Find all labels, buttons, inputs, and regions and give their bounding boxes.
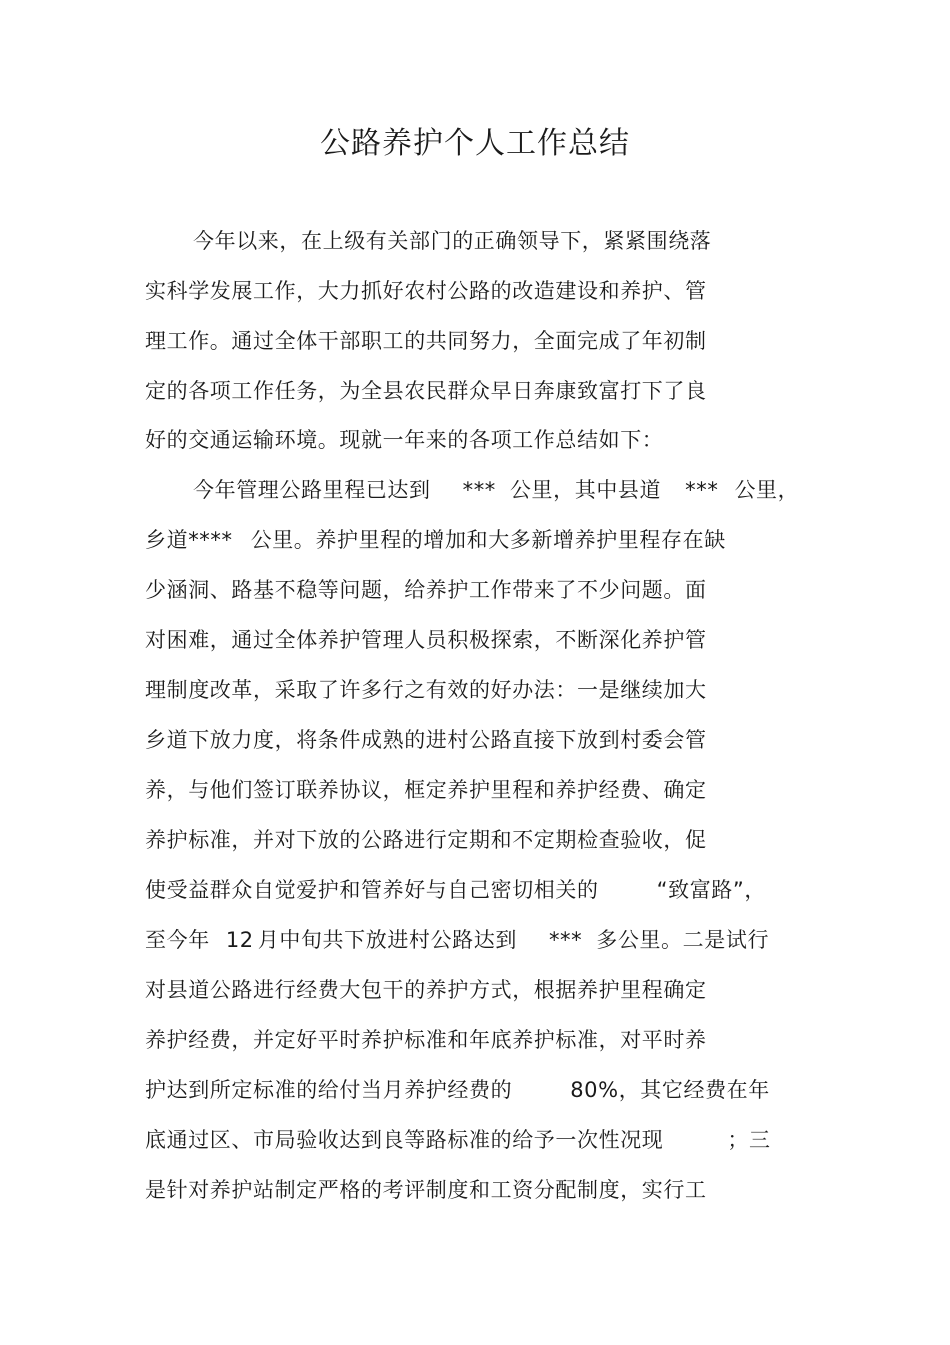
number-value: 12 [225,928,254,952]
paragraph-line-14 [145,875,825,905]
paragraph-line-8: 少涵洞、路基不稳等问题，给养护工作带来了不少问题。面 [145,578,707,602]
paragraph-line-10: 理制度改革，采取了许多行之有效的好办法：一是继续加大 [145,678,707,702]
text-segment: ，其它经费在年 [618,1078,770,1102]
text-segment: 至今年 [145,928,210,952]
paragraph-line-3: 理工作。通过全体干部职工的共同努力，全面完成了年初制 [145,329,707,353]
paragraph-line-18 [145,1075,825,1105]
text-segment: ；三 [727,1128,771,1152]
text-segment: 使受益群众自觉爱护和管养好与自己密切相关的 [145,878,599,902]
paragraph-line-2: 实科学发展工作，大力抓好农村公路的改造建设和养护、管 [145,279,707,303]
paragraph-line-4: 定的各项工作任务，为全县农民群众早日奔康致富打下了良 [145,379,707,403]
paragraph-line-5: 好的交通运输环境。现就一年来的各项工作总结如下： [145,428,664,452]
masked-value: *** [462,478,496,502]
document-title: 公路养护个人工作总结 [320,126,630,161]
text-segment: 公里，其中县道 [509,478,662,502]
text-segment: 月中旬共下放进村公路达到 [257,928,517,952]
text-segment: 今年管理公路里程已达到 [193,478,431,502]
text-segment: 底通过区、市局验收达到良等路标准的给予一次性况现 [145,1128,664,1152]
paragraph-line-6 [193,475,873,505]
paragraph-line-13: 养护标准，并对下放的公路进行定期和不定期检查验收，促 [145,828,707,852]
paragraph-line-15 [145,925,825,955]
paragraph-line-12: 养，与他们签订联养协议，框定养护里程和养护经费、确定 [145,778,707,802]
paragraph-line-9: 对困难，通过全体养护管理人员积极探索，不断深化养护管 [145,628,707,652]
paragraph-line-16: 对县道公路进行经费大包干的养护方式，根据养护里程确定 [145,978,707,1002]
masked-value: **** [188,528,233,552]
paragraph-line-19 [145,1125,825,1155]
text-segment: 公里。养护里程的增加和大多新增养护里程存在缺 [250,528,726,552]
text-segment: 乡道 [145,528,189,552]
text-segment: 公里， [734,478,800,502]
percent-value: 80% [570,1078,619,1102]
quoted-term: “致富路”， [656,878,766,902]
masked-value: *** [548,928,583,952]
masked-value: *** [685,478,719,502]
paragraph-line-20: 是针对养护站制定严格的考评制度和工资分配制度，实行工 [145,1178,707,1202]
text-segment: 多公里。二是试行 [596,928,770,952]
paragraph-line-1: 今年以来，在上级有关部门的正确领导下，紧紧围绕落 [193,229,712,253]
paragraph-line-11: 乡道下放力度，将条件成熟的进村公路直接下放到村委会管 [145,728,707,752]
paragraph-line-7 [145,525,825,555]
paragraph-line-17: 养护经费，并定好平时养护标准和年底养护标准，对平时养 [145,1028,707,1052]
text-segment: 护达到所定标准的给付当月养护经费的 [145,1078,513,1102]
